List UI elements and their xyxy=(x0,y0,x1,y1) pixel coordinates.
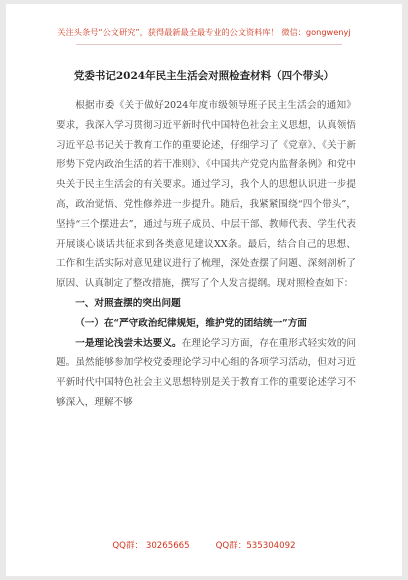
subsection-heading: （一）在“严守政治纪律规矩，维护党的团结统一”方面 xyxy=(75,317,307,329)
body-paragraph xyxy=(56,334,356,413)
section-heading: 一、对照查摆的突出问题 xyxy=(75,297,181,309)
promo-banner: 关注头条号“公文研究”，获得最新最全最专业的公文资料库！ 微信：gongwenyj xyxy=(57,27,351,37)
qq-group-1: QQ群： 30265665 xyxy=(112,541,190,551)
paragraph-lead: 一是理论浅尝未达要义。 xyxy=(75,337,182,349)
document-body xyxy=(56,96,356,413)
document-page xyxy=(6,4,402,576)
paragraph-text: 在理论学习方面，存在重形式轻实效的问题。虽然能够参加学校党委理论学习中心组的各项学习活动，但对习近平新时代中国特色社会主义思想特别是关于教育工作的重要论述学习不够深入，理解不够 xyxy=(56,337,357,408)
promo-divider xyxy=(76,44,342,45)
qq-group-2: QQ群：535304092 xyxy=(215,541,296,551)
footer-contacts xyxy=(6,539,402,551)
document-title: 党委书记2024年民主生活会对照检查材料（四个带头） xyxy=(73,70,335,82)
intro-paragraph: 根据市委《关于做好2024年度市级领导班子民主生活会的通知》要求，我深入学习贯彻习近平新时代中国特色社会主义思想，认真领悟习近平总书记关于教育工作的重要论述，仔细学习了《党章》、《关于新形势下党内政治生活的若干准则》、《中国共产党党内监督条例》和党中央关于民主生活会的有关要求。通过学习，我个人的思想认识进一步提高，政治觉悟、党性修养进一步提升。随后，我紧紧围绕“四个带头”，坚持“三个摆进去”，通过与班子成员、中层干部、教师代表、学生代表开展谈心谈话共征求到各类意见建议XX条。最后，结合自己的思想、工作和生活实际对意见建议进行了梳理，深处查摆了问题、深刻剖析了原因、认真制定了整改措施，撰写了个人发言提纲。现对照检查如下： xyxy=(56,100,356,290)
